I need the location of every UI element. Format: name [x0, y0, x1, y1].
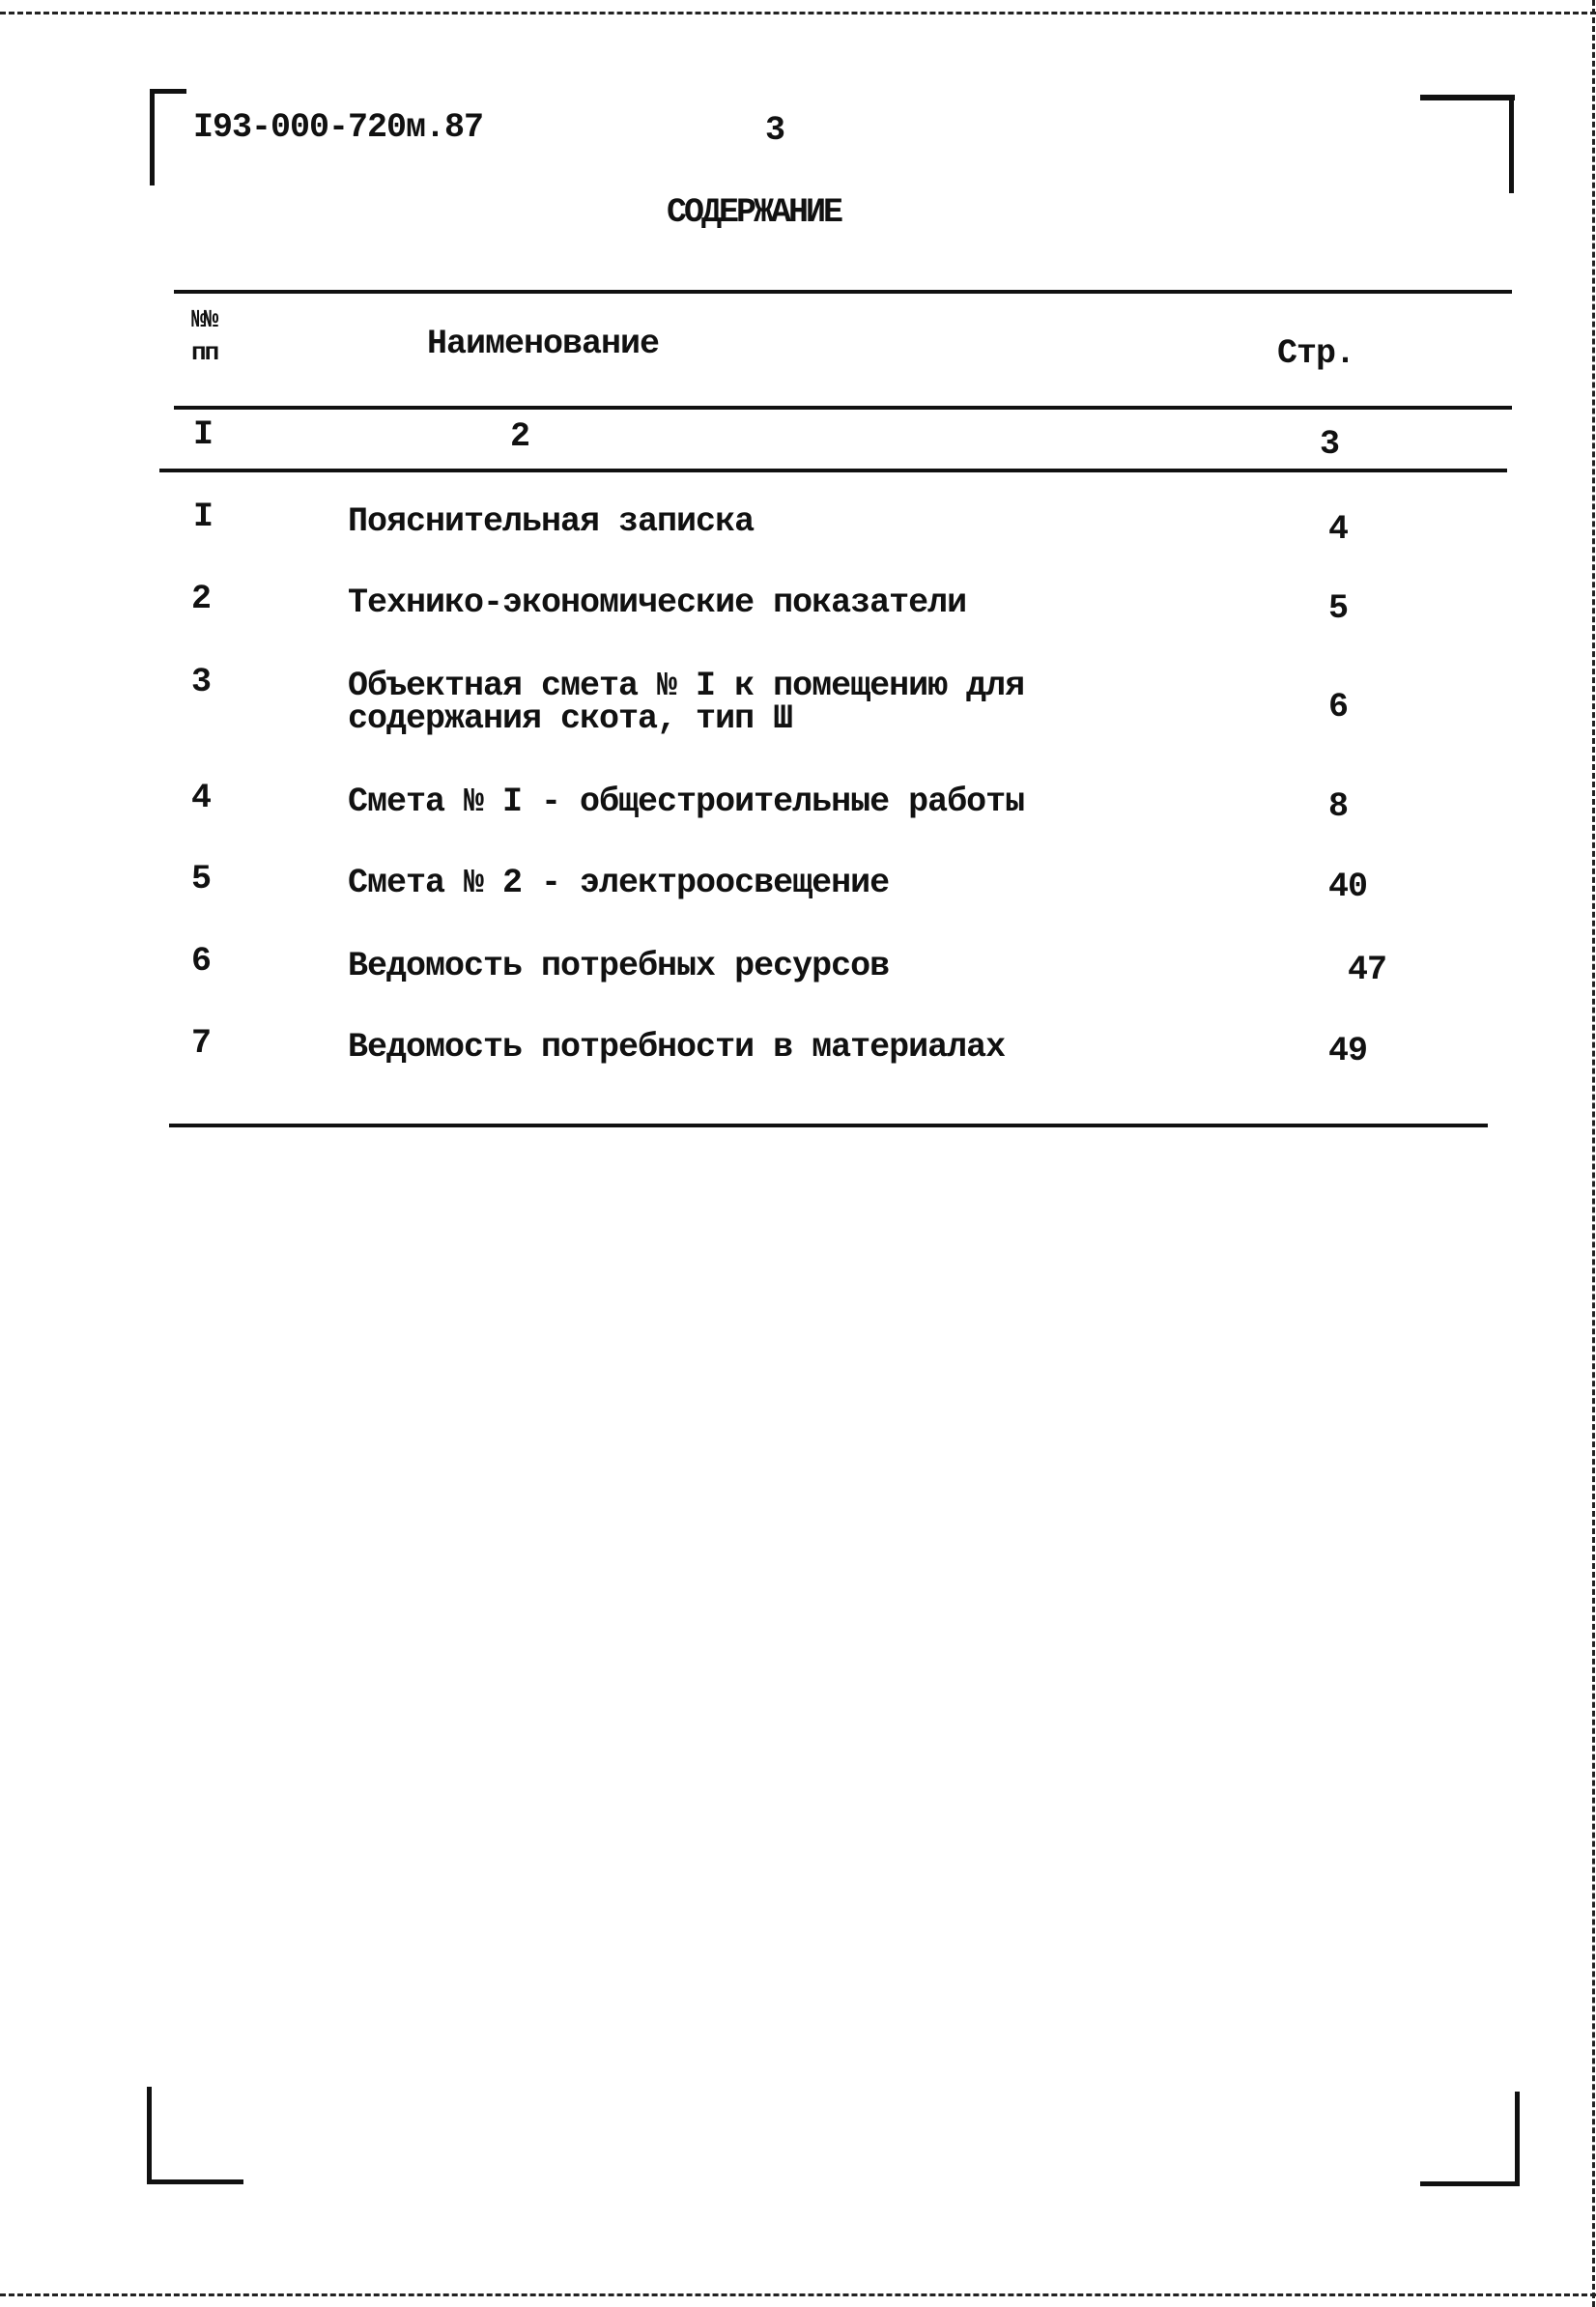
header-rule [174, 406, 1512, 410]
row-name: Смета № I - общестроительные работы [348, 783, 1025, 821]
page-title: СОДЕРЖАНИЕ [667, 193, 841, 232]
column-index-3: 3 [1320, 425, 1340, 464]
document-code: I93-000-720м.87 [193, 108, 484, 147]
table-top-rule [174, 290, 1512, 294]
column-header-name: Наименование [427, 325, 660, 363]
row-name: Технико-экономические показатели [348, 584, 967, 622]
row-number: 7 [191, 1024, 212, 1063]
row-name: Ведомость потребных ресурсов [348, 947, 890, 985]
column-header-page: Стр. [1277, 334, 1355, 373]
table-bottom-rule [169, 1124, 1488, 1127]
row-number: 4 [191, 779, 212, 817]
row-name-line1: Объектная смета № I к помещению для [348, 667, 1025, 705]
bottom-edge-line [0, 2293, 1596, 2296]
page-number: 3 [765, 111, 785, 150]
index-rule [159, 469, 1507, 472]
row-name-line2: содержания скота, тип Ш [348, 699, 793, 738]
row-name: Пояснительная записка [348, 502, 755, 541]
row-page: 5 [1328, 589, 1349, 628]
column-index-1: I [193, 415, 214, 454]
row-page: 49 [1328, 1032, 1368, 1070]
right-edge-line [1592, 0, 1595, 2307]
row-name: Смета № 2 - электроосвещение [348, 864, 890, 902]
row-number: 6 [191, 942, 212, 981]
column-index-2: 2 [510, 417, 530, 456]
row-page: 47 [1348, 951, 1387, 989]
row-page: 8 [1328, 787, 1349, 826]
row-page: 6 [1328, 688, 1349, 726]
row-number: 5 [191, 860, 212, 898]
column-header-number-bottom: пп [191, 338, 218, 367]
row-page: 4 [1328, 510, 1349, 549]
row-number: 2 [191, 580, 212, 618]
row-number: I [193, 498, 214, 536]
row-number: 3 [191, 663, 212, 701]
column-header-number-top: №№ [191, 305, 216, 334]
row-page: 40 [1328, 868, 1368, 906]
top-edge-line [0, 12, 1596, 14]
row-name: Ведомость потребности в материалах [348, 1028, 1006, 1067]
